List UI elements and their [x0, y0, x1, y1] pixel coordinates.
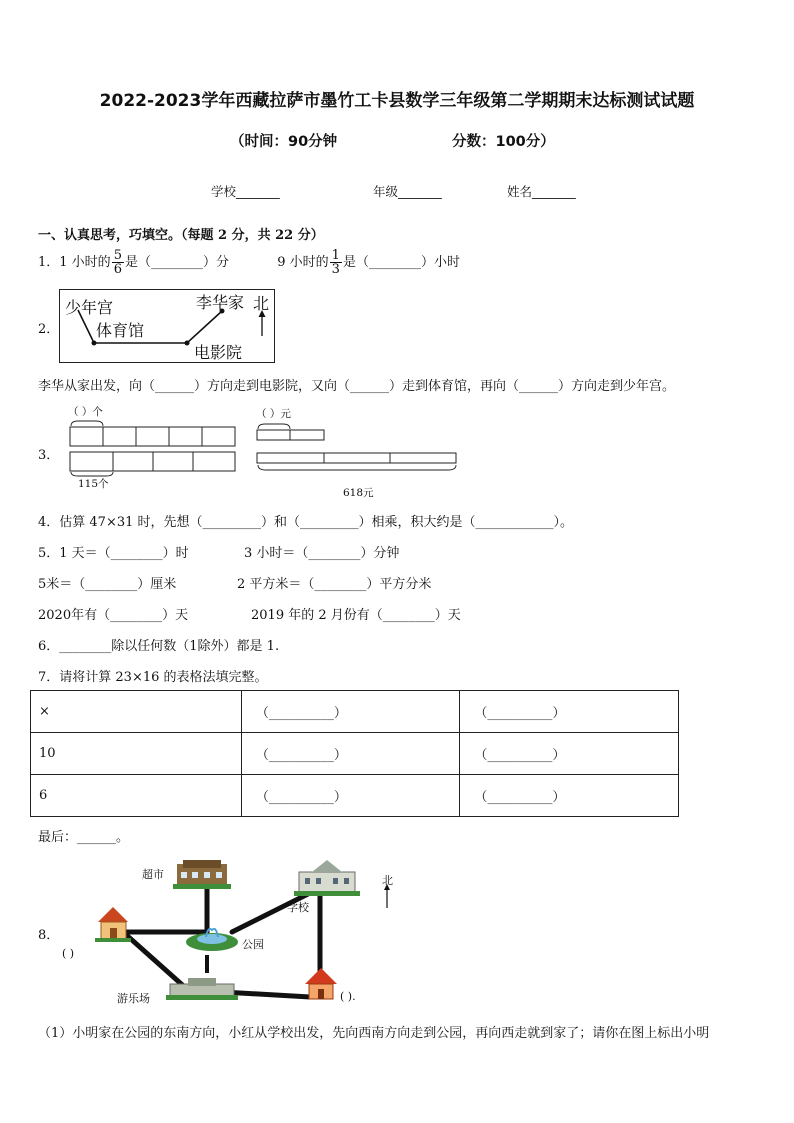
q5-b: 3 小时＝（________）分钟	[244, 546, 400, 561]
multiplication-table	[30, 690, 679, 817]
question-1	[38, 246, 460, 280]
blank-left[interactable]: ( )	[62, 947, 75, 960]
exam-time: （时间：90分钟	[230, 134, 338, 150]
q1-a-pre: 1．1 小时的	[38, 255, 111, 270]
table-cell: ×	[31, 691, 242, 733]
q5-f: 2019 年的 2 月份有（________）天	[251, 608, 461, 623]
supermarket-icon	[173, 860, 231, 889]
school-field[interactable]: 学校_______	[211, 184, 280, 199]
table-cell-blank[interactable]: （__________）	[241, 691, 460, 733]
q2-number: 2．	[38, 322, 60, 337]
fraction-5-6: $\frac{5}{6}$	[113, 248, 122, 277]
q3-number: 3．	[38, 448, 60, 463]
q5-a: 5．1 天＝（________）时	[38, 546, 189, 561]
q2-map	[59, 289, 275, 363]
exam-score: 分数：100分）	[452, 134, 555, 150]
table-cell-blank[interactable]: （__________）	[241, 775, 460, 817]
left-top-brace	[71, 421, 103, 426]
table-cell-blank[interactable]: （__________）	[460, 691, 679, 733]
label-gongyuan: 公园	[242, 938, 264, 951]
q3-left-bottom-label: 115个	[78, 478, 109, 490]
question-4: 4．估算 47×31 时，先想（_________）和（_________）相乘，积大约是（____________）。	[38, 515, 574, 530]
blank-right[interactable]: ( ).	[340, 990, 356, 1003]
q1-a-post: 是（________）分	[124, 255, 229, 270]
label-xuexiao: 学校	[287, 901, 309, 914]
grade-field[interactable]: 年级_______	[373, 184, 442, 199]
fraction-1-3: $\frac{1}{3}$	[331, 248, 340, 277]
q8-number: 8．	[38, 928, 60, 943]
table-row	[31, 775, 679, 817]
right-top-brace	[258, 424, 290, 429]
house-icon-2	[305, 968, 337, 999]
table-cell: 6	[31, 775, 242, 817]
house-icon	[95, 907, 131, 942]
right-bottom-bar	[257, 453, 456, 463]
q8-map	[80, 850, 410, 1010]
section-title: 一、认真思考，巧填空。（每题 2 分，共 22 分）	[38, 228, 324, 243]
label-tiyuguan: 体育馆	[96, 321, 145, 340]
question-6: 6．________除以任何数（1除外）都是 1.	[38, 639, 280, 654]
table-row	[31, 733, 679, 775]
question-7: 7．请将计算 23×16 的表格法填完整。	[38, 670, 268, 685]
q1-b-post: 是（________）小时	[342, 255, 460, 270]
q8-text: （1）小明家在公园的东南方向，小红从学校出发，先向西南方向走到公园，再向西走就到家了；请你在图上标出小明	[38, 1026, 710, 1041]
left-top-bar	[70, 427, 235, 446]
table-row	[31, 691, 679, 733]
page-title: 2022-2023学年西藏拉萨市墨竹工卡县数学三年级第二学期期末达标测试试题	[99, 91, 695, 111]
right-bottom-brace	[258, 465, 456, 470]
q1-b-pre: 9 小时的	[277, 255, 329, 270]
q5-d: 2 平方米＝（________）平方分米	[237, 577, 432, 592]
label-chaoshi: 超市	[142, 868, 164, 881]
label-lihuajia: 李华家	[196, 293, 245, 312]
q3-left-top-label: （ ）个	[68, 406, 103, 418]
q5-c: 5米＝（________）厘米	[38, 577, 177, 592]
label-shaoniangong: 少年宫	[65, 298, 114, 317]
school-icon	[294, 860, 360, 896]
table-cell-blank[interactable]: （__________）	[460, 733, 679, 775]
name-field[interactable]: 姓名_______	[507, 184, 576, 199]
q5-e: 2020年有（________）天	[38, 608, 189, 623]
q3-right-bottom-label: 618元	[343, 487, 374, 499]
q7-final: 最后：______。	[38, 830, 130, 845]
label-youlechang: 游乐场	[117, 992, 150, 1005]
label-dianyingyuan: 电影院	[194, 343, 243, 362]
north-label: 北	[253, 294, 270, 313]
table-cell-blank[interactable]: （__________）	[241, 733, 460, 775]
table-cell-blank[interactable]: （__________）	[460, 775, 679, 817]
q3-right-top-label: （ ）元	[256, 408, 291, 420]
table-cell: 10	[31, 733, 242, 775]
q2-text: 李华从家出发，向（______）方向走到电影院，又向（______）走到体育馆，再向（______）方向走到少年宫。	[38, 379, 676, 394]
north-label-2: 北	[382, 874, 393, 887]
